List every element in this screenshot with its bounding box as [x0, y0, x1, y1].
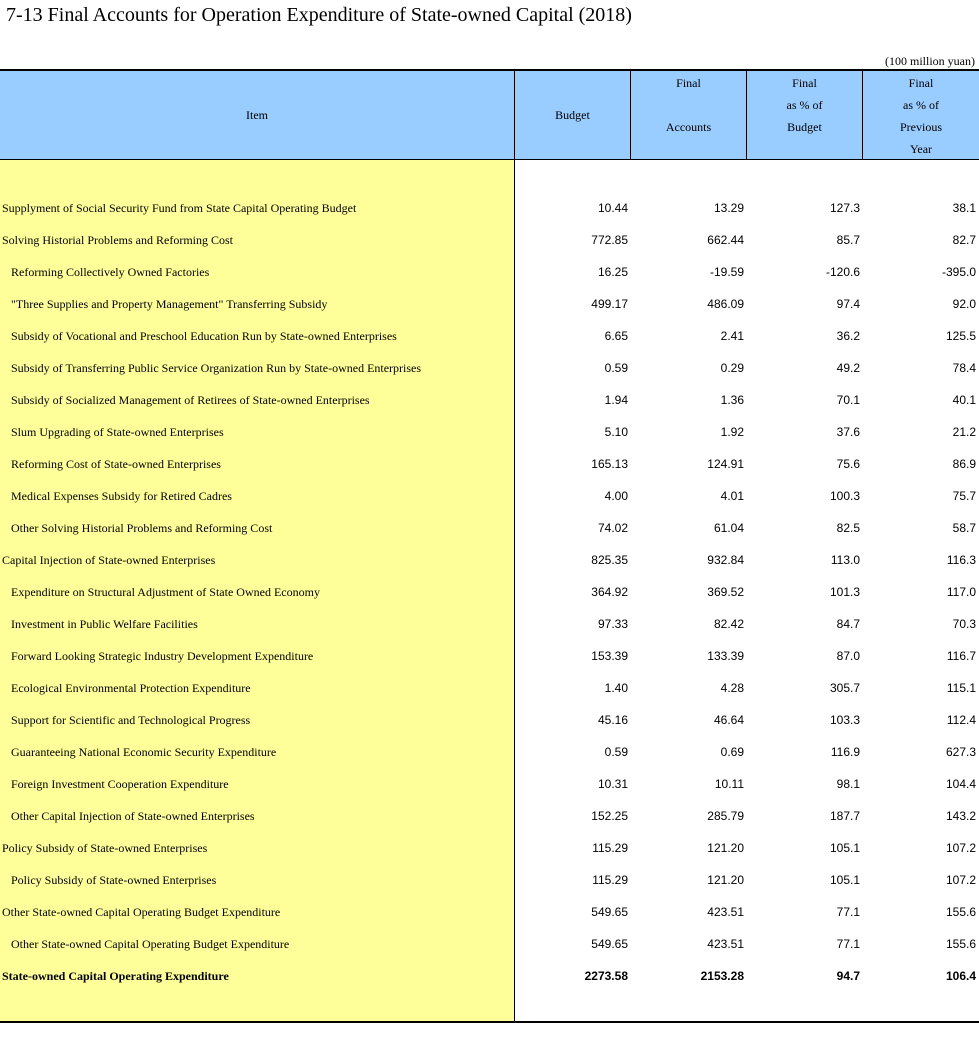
row-item-label: Subsidy of Vocational and Preschool Education Run by State-owned Enterprises	[11, 329, 397, 343]
row-budget-value: 153.39	[591, 649, 628, 663]
row-final-value: 0.69	[720, 745, 744, 759]
row-final-value: 10.11	[714, 777, 744, 791]
row-pct-prev-value: 78.4	[952, 361, 976, 375]
row-pct-prev-value: 104.4	[945, 777, 976, 791]
row-pct-prev-value: 107.2	[945, 841, 976, 855]
row-item-label: Other Solving Historial Problems and Reforming Cost	[11, 521, 273, 535]
table-row	[0, 192, 979, 224]
row-pct-prev-value: 75.7	[952, 489, 976, 503]
row-pct-prev-value: 82.7	[952, 233, 976, 247]
row-pct-budget-value: 37.6	[836, 425, 860, 439]
row-final-value: 2153.28	[700, 969, 744, 983]
row-pct-budget-value: 77.1	[836, 937, 860, 951]
row-item-label: Supplyment of Social Security Fund from State Capital Operating Budget	[2, 201, 357, 215]
row-pct-budget-value: 85.7	[836, 233, 860, 247]
table-row	[0, 480, 979, 512]
table-row	[0, 896, 979, 928]
table-row	[0, 448, 979, 480]
row-final-value: 133.39	[707, 649, 744, 663]
row-pct-budget-value: 127.3	[829, 201, 860, 215]
row-item-label: Support for Scientific and Technological Progress	[11, 713, 251, 727]
row-final-value: 46.64	[713, 713, 744, 727]
row-pct-prev-value: 58.7	[952, 521, 976, 535]
table-row	[0, 576, 979, 608]
row-pct-budget-value: 113.0	[830, 553, 860, 567]
table-row	[0, 256, 979, 288]
header-pct-prev-line4: Year	[909, 142, 933, 156]
row-pct-budget-value: 105.1	[829, 873, 860, 887]
row-item-label: Other State-owned Capital Operating Budget Expenditure	[11, 937, 290, 951]
header-item	[0, 71, 514, 159]
header-pct-budget-line1: Final	[792, 76, 817, 90]
table-row	[0, 832, 979, 864]
row-pct-prev-value: 106.4	[945, 969, 976, 983]
row-budget-value: 165.13	[591, 457, 628, 471]
row-final-value: 369.52	[707, 585, 744, 599]
row-final-value: 0.29	[720, 361, 744, 375]
row-budget-value: 2273.58	[584, 969, 628, 983]
row-pct-budget-value: 94.7	[836, 969, 860, 983]
row-item-label: Guaranteeing National Economic Security Expenditure	[11, 745, 277, 759]
row-budget-value: 825.35	[591, 553, 628, 567]
data-table	[0, 69, 979, 1023]
row-item-label: Investment in Public Welfare Facilities	[11, 617, 198, 631]
row-budget-value: 364.92	[591, 585, 628, 599]
row-item-label: Reforming Collectively Owned Factories	[11, 265, 210, 279]
row-pct-budget-value: 82.5	[836, 521, 860, 535]
row-item-label: Other Capital Injection of State-owned Enterprises	[11, 809, 255, 823]
table-row	[0, 704, 979, 736]
table-row	[0, 608, 979, 640]
row-pct-prev-value: 143.2	[945, 809, 976, 823]
table-row	[0, 320, 979, 352]
table-row	[0, 928, 979, 960]
row-budget-value: 499.17	[591, 297, 628, 311]
row-budget-value: 0.59	[604, 745, 628, 759]
row-item-label: Foreign Investment Cooperation Expenditure	[11, 777, 229, 791]
row-pct-prev-value: 125.5	[945, 329, 976, 343]
row-final-value: 1.36	[720, 393, 744, 407]
row-pct-budget-value: 100.3	[829, 489, 860, 503]
row-pct-prev-value: 155.6	[945, 905, 976, 919]
row-final-value: 13.29	[713, 201, 744, 215]
row-pct-budget-value: 101.3	[829, 585, 860, 599]
row-budget-value: 4.00	[604, 489, 628, 503]
row-budget-value: 6.65	[604, 329, 628, 343]
row-pct-budget-value: 116.9	[830, 745, 860, 759]
row-final-value: 124.91	[707, 457, 744, 471]
row-pct-prev-value: 86.9	[952, 457, 976, 471]
row-pct-prev-value: 40.1	[952, 393, 976, 407]
row-budget-value: 772.85	[591, 233, 628, 247]
row-pct-prev-value: 112.4	[946, 713, 976, 727]
row-budget-value: 115.29	[592, 873, 628, 887]
row-pct-prev-value: 115.1	[946, 681, 976, 695]
row-final-value: 662.44	[707, 233, 744, 247]
row-final-value: 61.04	[713, 521, 744, 535]
row-item-label: Subsidy of Transferring Public Service Organization Run by State-owned Enterprises	[11, 361, 422, 375]
row-pct-prev-value: 627.3	[945, 745, 976, 759]
table-row	[0, 960, 979, 992]
row-item-label: Capital Injection of State-owned Enterprises	[2, 553, 216, 567]
row-item-label: State-owned Capital Operating Expenditure	[2, 969, 229, 983]
header-pct-previous-year	[862, 71, 979, 159]
row-pct-prev-value: 107.2	[945, 873, 976, 887]
table-row	[0, 640, 979, 672]
row-budget-value: 549.65	[591, 905, 628, 919]
row-pct-prev-value: 117.0	[946, 585, 976, 599]
header-final-accounts-line1: Final	[676, 76, 701, 90]
row-final-value: 423.51	[707, 937, 744, 951]
table-title: 7-13 Final Accounts for Operation Expenditure of State-owned Capital (2018)	[6, 4, 632, 26]
row-item-label: Other State-owned Capital Operating Budget Expenditure	[2, 905, 281, 919]
header-pct-budget-line2: as % of	[786, 98, 823, 112]
row-budget-value: 115.29	[592, 841, 628, 855]
row-final-value: 486.09	[707, 297, 744, 311]
row-final-value: 121.20	[707, 873, 744, 887]
table-row	[0, 736, 979, 768]
row-budget-value: 10.44	[597, 201, 628, 215]
table-row	[0, 544, 979, 576]
table-row	[0, 288, 979, 320]
row-pct-prev-value: 21.2	[952, 425, 976, 439]
table-row	[0, 352, 979, 384]
row-pct-budget-value: 305.7	[829, 681, 860, 695]
row-pct-budget-value: 103.3	[829, 713, 860, 727]
row-pct-budget-value: 75.6	[836, 457, 860, 471]
row-item-label: Subsidy of Socialized Management of Retirees of State-owned Enterprises	[11, 393, 370, 407]
unit-note: (100 million yuan)	[885, 54, 975, 68]
table-header	[0, 71, 979, 160]
row-item-label: Policy Subsidy of State-owned Enterprises	[11, 873, 217, 887]
table-row	[0, 768, 979, 800]
header-pct-budget	[746, 71, 862, 159]
row-final-value: 932.84	[707, 553, 744, 567]
row-final-value: 4.28	[720, 681, 744, 695]
header-final-accounts-line2: Accounts	[665, 120, 712, 134]
row-final-value: 121.20	[707, 841, 744, 855]
row-item-label: Forward Looking Strategic Industry Development Expenditure	[11, 649, 314, 663]
table-row	[0, 224, 979, 256]
table-row	[0, 672, 979, 704]
row-item-label: Reforming Cost of State-owned Enterprises	[11, 457, 221, 471]
row-pct-budget-value: 70.1	[836, 393, 860, 407]
row-item-label: Policy Subsidy of State-owned Enterprises	[2, 841, 208, 855]
table-row	[0, 864, 979, 896]
header-pct-prev-line3: Previous	[900, 120, 942, 134]
row-final-value: 82.42	[713, 617, 744, 631]
row-item-label: Slum Upgrading of State-owned Enterprises	[11, 425, 224, 439]
row-budget-value: 152.25	[591, 809, 628, 823]
row-final-value: 285.79	[707, 809, 744, 823]
row-final-value: 423.51	[707, 905, 744, 919]
row-pct-prev-value: 155.6	[945, 937, 976, 951]
row-pct-prev-value: 70.3	[952, 617, 976, 631]
row-final-value: 2.41	[720, 329, 744, 343]
row-budget-value: 45.16	[597, 713, 628, 727]
row-item-label: Ecological Environmental Protection Expenditure	[11, 681, 251, 695]
row-pct-budget-value: 98.1	[836, 777, 860, 791]
row-budget-value: 16.25	[597, 265, 628, 279]
header-budget	[514, 71, 630, 159]
header-pct-prev-line2: as % of	[903, 98, 939, 112]
row-item-label: Solving Historial Problems and Reforming Cost	[2, 233, 233, 247]
header-budget-label: Budget	[555, 108, 590, 122]
row-budget-value: 1.40	[604, 681, 628, 695]
row-pct-budget-value: 49.2	[836, 361, 860, 375]
header-pct-budget-line3: Budget	[787, 120, 822, 134]
header-final-accounts	[630, 71, 746, 159]
row-pct-prev-value: 38.1	[952, 201, 976, 215]
row-pct-prev-value: 92.0	[952, 297, 976, 311]
row-pct-budget-value: -120.6	[825, 265, 860, 279]
row-pct-budget-value: 87.0	[836, 649, 860, 663]
row-pct-budget-value: 187.7	[829, 809, 860, 823]
row-budget-value: 0.59	[604, 361, 628, 375]
table-row	[0, 384, 979, 416]
row-budget-value: 74.02	[597, 521, 628, 535]
row-budget-value: 1.94	[604, 393, 628, 407]
row-budget-value: 5.10	[604, 425, 628, 439]
row-pct-budget-value: 77.1	[836, 905, 860, 919]
row-budget-value: 549.65	[591, 937, 628, 951]
header-item-label: Item	[246, 108, 268, 122]
row-item-label: Expenditure on Structural Adjustment of State Owned Economy	[11, 585, 320, 599]
row-pct-prev-value: -395.0	[941, 265, 976, 279]
table-row	[0, 800, 979, 832]
table-row	[0, 416, 979, 448]
row-budget-value: 10.31	[597, 777, 628, 791]
header-pct-prev-line1: Final	[908, 76, 934, 90]
row-pct-budget-value: 97.4	[836, 297, 860, 311]
row-budget-value: 97.33	[597, 617, 628, 631]
row-final-value: 1.92	[720, 425, 744, 439]
row-pct-budget-value: 105.1	[829, 841, 860, 855]
row-pct-prev-value: 116.3	[946, 553, 976, 567]
row-pct-prev-value: 116.7	[946, 649, 976, 663]
row-item-label: Medical Expenses Subsidy for Retired Cadres	[11, 489, 232, 503]
table-row	[0, 512, 979, 544]
row-final-value: -19.59	[709, 265, 744, 279]
row-pct-budget-value: 36.2	[836, 329, 860, 343]
row-pct-budget-value: 84.7	[836, 617, 860, 631]
row-item-label: "Three Supplies and Property Management" Transferring Subsidy	[11, 297, 328, 311]
row-final-value: 4.01	[720, 489, 744, 503]
